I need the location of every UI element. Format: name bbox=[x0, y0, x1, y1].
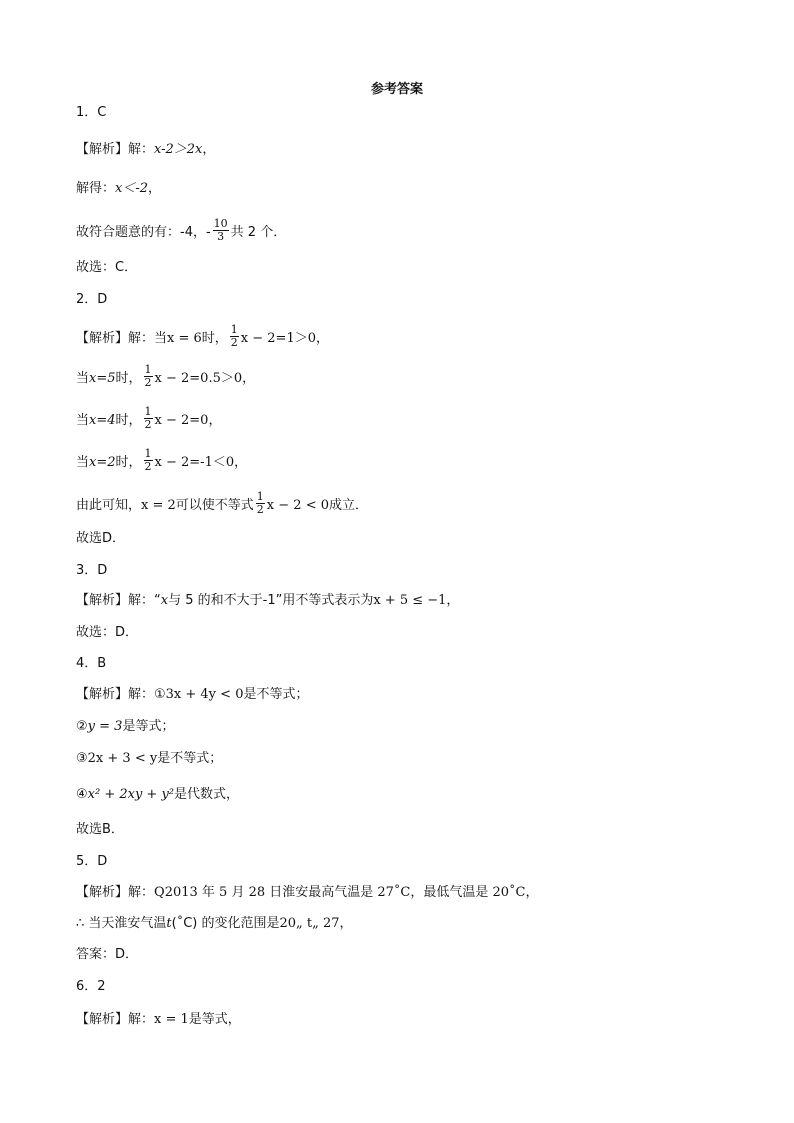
math-expr: x² + 2xy + y² bbox=[87, 787, 175, 802]
math-expr: x-2＞2x bbox=[154, 142, 203, 157]
punct: ， bbox=[242, 371, 256, 386]
text: 是等式， bbox=[188, 1012, 241, 1027]
text: 【解析】解： bbox=[76, 885, 155, 900]
q2-line-5 bbox=[76, 490, 369, 518]
q5-line-2 bbox=[76, 915, 353, 933]
q1-line-1 bbox=[76, 141, 215, 159]
q4-line-5: 故选B． bbox=[76, 822, 124, 837]
text: 由此可知， bbox=[76, 498, 142, 513]
text: 是等式； bbox=[122, 719, 175, 734]
math-expr: 2x + 3 < y bbox=[87, 751, 158, 766]
analysis-tag: 【解析】解： bbox=[76, 142, 155, 157]
math-expr: 3x + 4y < 0 bbox=[165, 687, 244, 702]
math-expr: x − 2=0 bbox=[154, 413, 209, 428]
q3-answer: 3．D bbox=[76, 563, 108, 578]
math-expr: x = 6 bbox=[167, 331, 202, 346]
fraction-denominator: 3 bbox=[217, 230, 225, 243]
fraction-numerator: 1 bbox=[144, 405, 152, 418]
q4-line-2 bbox=[76, 718, 174, 736]
fraction bbox=[213, 218, 229, 243]
q1-line-2 bbox=[76, 180, 161, 198]
text: 2013 年 5 月 28 日淮安最高气温是 27˚C，最低气温是 20˚C， bbox=[164, 885, 539, 900]
text: 时， bbox=[115, 371, 142, 386]
fraction-numerator: 1 bbox=[256, 490, 264, 503]
q5-line-3: 答案：D． bbox=[76, 947, 139, 962]
text: ④ bbox=[76, 787, 88, 802]
fraction-half bbox=[144, 406, 153, 431]
q2-line-2 bbox=[76, 363, 256, 391]
q5-line-1 bbox=[76, 884, 539, 902]
q1-answer: 1．C bbox=[76, 105, 107, 120]
text: 解得： bbox=[76, 181, 116, 196]
q2-line-6: 故选D． bbox=[76, 531, 126, 546]
q4-line-3 bbox=[76, 750, 222, 768]
fraction-half bbox=[144, 448, 153, 473]
text: 是不等式； bbox=[243, 687, 309, 702]
q3-line-1 bbox=[76, 592, 459, 610]
math-expr: x = 1 bbox=[154, 1012, 189, 1027]
q4-line-4 bbox=[76, 786, 239, 804]
punct: ， bbox=[316, 331, 330, 346]
fraction-numerator: 1 bbox=[144, 447, 152, 460]
text: ② bbox=[76, 719, 88, 734]
q4-answer: 4．B bbox=[76, 656, 107, 671]
fraction-denominator: 2 bbox=[144, 376, 152, 389]
text: 【解析】解：① bbox=[76, 687, 166, 702]
text: 故符合题意的有：-4，- bbox=[76, 225, 211, 240]
fraction-half bbox=[144, 364, 153, 389]
punct: ， bbox=[148, 181, 162, 196]
q3-line-2: 故选：D． bbox=[76, 625, 139, 640]
fraction-denominator: 2 bbox=[256, 503, 264, 516]
math-expr: x＜-2 bbox=[115, 181, 149, 196]
text: 可以使不等式 bbox=[175, 498, 254, 513]
text: 【解析】解：当 bbox=[76, 331, 168, 346]
math-expr: x − 2=-1＜0 bbox=[154, 455, 235, 470]
punct: ， bbox=[446, 593, 460, 608]
q1-line-3 bbox=[76, 217, 287, 245]
text: ∴ 当天淮安气温 bbox=[76, 916, 167, 931]
text: 当 bbox=[76, 371, 90, 386]
q4-line-1 bbox=[76, 686, 308, 704]
text: 时， bbox=[115, 413, 142, 428]
text: 成立． bbox=[329, 498, 369, 513]
fraction-denominator: 2 bbox=[144, 460, 152, 473]
text: 当 bbox=[76, 413, 90, 428]
math-expr: x bbox=[160, 593, 169, 608]
text: 是代数式， bbox=[174, 787, 240, 802]
fraction-numerator: 1 bbox=[230, 323, 238, 336]
math-expr: 20„ t„ 27 bbox=[279, 916, 340, 931]
fraction-denominator: 2 bbox=[230, 336, 238, 349]
text: (˚C) 的变化范围是 bbox=[171, 916, 280, 931]
text: 【解析】解：“ bbox=[76, 593, 161, 608]
q2-answer: 2．D bbox=[76, 292, 108, 307]
text: 共 2 个． bbox=[230, 225, 287, 240]
q1-line-4: 故选：C． bbox=[76, 260, 138, 275]
punct: ， bbox=[202, 142, 216, 157]
math-expr: x=2 bbox=[89, 455, 116, 470]
fraction-numerator: 10 bbox=[213, 217, 228, 230]
page-title: 参考答案 bbox=[370, 82, 423, 97]
math-expr: x + 5 ≤ −1 bbox=[373, 593, 447, 608]
q2-line-4 bbox=[76, 447, 248, 475]
punct: ， bbox=[339, 916, 353, 931]
text: ③ bbox=[76, 751, 88, 766]
math-expr: y = 3 bbox=[87, 719, 123, 734]
fraction-half bbox=[256, 491, 265, 516]
text: 时， bbox=[201, 331, 228, 346]
punct: ， bbox=[208, 413, 222, 428]
text: 【解析】解： bbox=[76, 1012, 155, 1027]
text: 是不等式； bbox=[157, 751, 223, 766]
text: 当 bbox=[76, 455, 90, 470]
punct: ， bbox=[234, 455, 248, 470]
math-expr: x − 2 < 0 bbox=[266, 498, 329, 513]
math-expr: x − 2=0.5＞0 bbox=[154, 371, 243, 386]
because-symbol: Q bbox=[154, 885, 165, 900]
q5-answer: 5．D bbox=[76, 854, 108, 869]
q6-line-1 bbox=[76, 1011, 241, 1029]
text: 与 5 的和不大于-1”用不等式表示为 bbox=[168, 593, 374, 608]
math-expr: t bbox=[166, 916, 172, 931]
fraction-denominator: 2 bbox=[144, 418, 152, 431]
fraction-numerator: 1 bbox=[144, 363, 152, 376]
math-expr: x = 2 bbox=[141, 498, 176, 513]
math-expr: x=5 bbox=[89, 371, 116, 386]
q6-answer: 6．2 bbox=[76, 979, 106, 994]
q2-line-1 bbox=[76, 323, 330, 351]
text: 时， bbox=[115, 455, 142, 470]
math-expr: x=4 bbox=[89, 413, 116, 428]
math-expr: x − 2=1＞0 bbox=[240, 331, 316, 346]
q2-line-3 bbox=[76, 405, 222, 433]
fraction-half bbox=[230, 324, 239, 349]
